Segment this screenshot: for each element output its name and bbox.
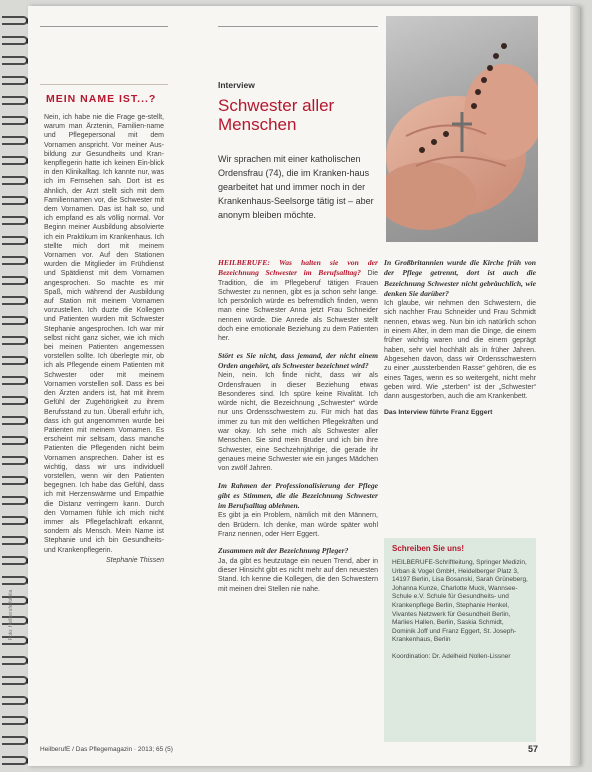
infobox-address: HEILBERUFE-Schriftleitung, Springer Medizin, Urban & Vogel GmbH, Heidelberger Platz 3, 14197 Berlin, Lisa Bosanski, Sarah Grüneberg, Johanna Kunze, Charlotte Muck, Wannsee-Schule e.V. Schule für Gesundheits- und Krankenpflege Berlin, Stephanie Henkel, Vivantes Netzwerk für Gesundheit Berlin, Marlies Hallen, Berlin, Saskia Schmidt, Dominik Joff und Franz Eggert, St. Joseph-Krankenhaus, Berlin: [392, 559, 528, 644]
question-1-block: [218, 258, 378, 344]
infobox-koordination: Koordination: Dr. Adelheid Nollen-Lissner: [392, 652, 511, 660]
question-3-block: [218, 481, 378, 540]
answer-4: Ja, da gibt es heutzutage ein neuen Trend, aber in dieser Hinsicht gibt es nicht mehr auf den neuesten Stand. Ich kenne die Kollegen, die den Schwestern mit meinen drei Stellen nie nahe.: [218, 557, 378, 593]
interviewer-label: HEILBERUFE:: [218, 258, 270, 267]
page-edge: [570, 6, 580, 766]
question-4-block: [218, 546, 378, 593]
article-intro: Wir sprachen mit einer katholischen Ordensfrau (74), die im Kranken-haus gearbeitet hat und immer noch in der Krankenhaus-Seelsorge tätig ist – aber anonym bleiben möchte.: [218, 154, 374, 220]
top-rule-left: [40, 26, 168, 27]
interview-column-middle: [218, 258, 378, 601]
answer-1: Die Tradition, die im Pflegeberuf tätigen Frauen Schwester zu nennen, gibt es ja schon sehr lange. Ich persönlich würde es befremdlich finden, wenn man eine Schwester Anna jetzt Frau Schneider nennen würde. Die Anrede als Schwester stellt doch eine emotionale Beziehung zu dem Patienten her.: [218, 270, 378, 343]
sidebar-heading: MEIN NAME IST...?: [46, 93, 157, 105]
section-kicker: Interview: [218, 80, 255, 90]
question-3: Im Rahmen der Professionalisierung der Pflege gibt es Stimmen, die die Bezeichnung Schwester im Berufsalltag ablehnen.: [218, 480, 378, 511]
interview-column-right: [384, 258, 536, 425]
page-number: 57: [528, 744, 539, 754]
article-title: Schwester aller Menschen: [218, 96, 335, 134]
answer-5: Ich glaube, wir nehmen den Schwestern, die sich nachher Frau Schneider und Frau Schmidt nennen, etwas weg. Nun bin ich natürlich schon in einem Alter, in dem man die Dinge, die einem früher wichtig waren und die einem geprägt haben, sehr viel hochhält als in früher Jahren. Abgesehen davon, dass wir Ordensschwestern zu einer „aussterbenden Rasse“ gehören, die es eines Tages, wenn es so weitergeht, nicht mehr geben wird. Wie „sterben“ ist der „Schwester“ dann ausgestorben, auch die am Krankenbett.: [384, 300, 536, 401]
sidebar-box: [40, 84, 168, 736]
question-2-block: [218, 351, 378, 474]
question-5: In Großbritannien wurde die Kirche früh von der Pflege getrennt, dort ist auch die Bezeichnung Schwester nicht gebräuchlich, wie denken Sie darüber?: [384, 258, 536, 298]
answer-2: Nein, nein. Ich finde nicht, dass wir als Ordensfrauen in dieser Beziehung etwas Besonderes sind. Ich spüre keine Rivalität. Ich würde nicht, die Bezeichnung „Schwester“ würde nur uns Ordensschwestern zu. Für mich hat das immer zu tun mit den weltlichen Pflegekräften und war okay. Ich sehe mich als Schwester aller Menschen. Sie sind mein Bruder und ich bin ihre Schwester, eine Sechzehnjährige, die gerade ihr genaues meine Schwester wie ein junges Mädchen von zwölf Jahren.: [218, 372, 378, 473]
question-5-block: [384, 258, 536, 401]
answer-3: Es gibt ja ein Problem, nämlich mit den Männern, den Brüdern. Ich denke, man würde später wohl Franz nennen, oder Herr Eggert.: [218, 512, 378, 539]
question-4: Zusammen mit der Bezeichnung Pfleger?: [218, 546, 349, 556]
question-1: Was halten sie von der Bezeichnung Schwester im Berufsalltag?: [218, 258, 378, 278]
infobox-title: Schreiben Sie uns!: [392, 544, 465, 553]
rosary-hands-photo: [386, 16, 538, 242]
footer-journal: HeilberufE / Das Pflegemagazin · 2013; 65 (5): [40, 746, 173, 753]
interview-credit: Das Interview führte Franz Eggert: [384, 409, 493, 417]
rosary-hands-illustration: [386, 16, 538, 242]
photo-credit: Foto: Heilberufe/fotolia: [8, 589, 14, 640]
contact-infobox: [384, 538, 536, 742]
top-rule-middle: [218, 26, 378, 27]
sidebar-body: Nein, ich habe nie die Frage ge-stellt, warum man Ärztenin, Familien-name und Pflegepersonal mit dem Vornamen anspricht. Vor meiner Aus-bildung zur Gesundheits und Kran-kenpflegerin hatte ich keinen Ein-blick in den Klinikalltag. Ich kannte nur, was ich im Fernsehen sah. Dort ist es ähnlich, der Arzt stellt sich mit dem Familiennamen vor, die Schwester mit dem Vornamen. Das ist halt so, und ich empfand es als völlig normal. Vor Beginn meiner Ausbildung absolvierte ich ein Praktikum im Krankenhaus. Ich stellte mich dort mit meinem Vornamen vor. Auf den Stationen wurden die Mitglieder im Frühdienst und Spätdienst mit dem Vornamen angesprochen. So machte es mir Spaß, mich während der Ausbildung auf Station mit meinem Vornamen vorzustellen. Ich duzte die Kollegen und Patienten wurden mit Schwester Stephanie angesprochen. Ich war mir selbst nicht ganz sicher, wie ich mich bei meinen Patienten angemessen vorstellen sollte. Ich überlegte mir, ob ich als Pflegende einem Patienten mit Schwester oder mit meinem Vornamen vorstellen soll. Dass es bei den Ärzten anders ist, hat mit ihrem Gefühl der Zugehörigkeit zu ihrem Berufsstand zu tun. Überall erfuhr ich, dass ich gut angenommen wurde bei Patienten mit meinem Vornamen. Es erscheint mir seltsam, dass manche Patienten die Pflegenden nicht beim Vornamen ansprechen. Daher ist es wichtig, dass wir uns individuell vorstellen, wenn wir den Patienten begegnen. Ich habe das Gefühl, dass ich mit Herzenswärme und Empathie die Distanz verringern kann. Durch den Vornamen fühle ich mich nicht immer als Pflegefachkraft erkannt, sondern als Mensch. Mein Name ist Stephanie und ich bin Gesundheits- und Krankenpflegerin.: [44, 114, 164, 554]
sidebar-signature: Stephanie Thissen: [106, 556, 164, 564]
question-2: Stört es Sie nicht, dass jemand, der nicht einem Orden angehört, als Schwester bezeichnet wird?: [218, 350, 378, 370]
